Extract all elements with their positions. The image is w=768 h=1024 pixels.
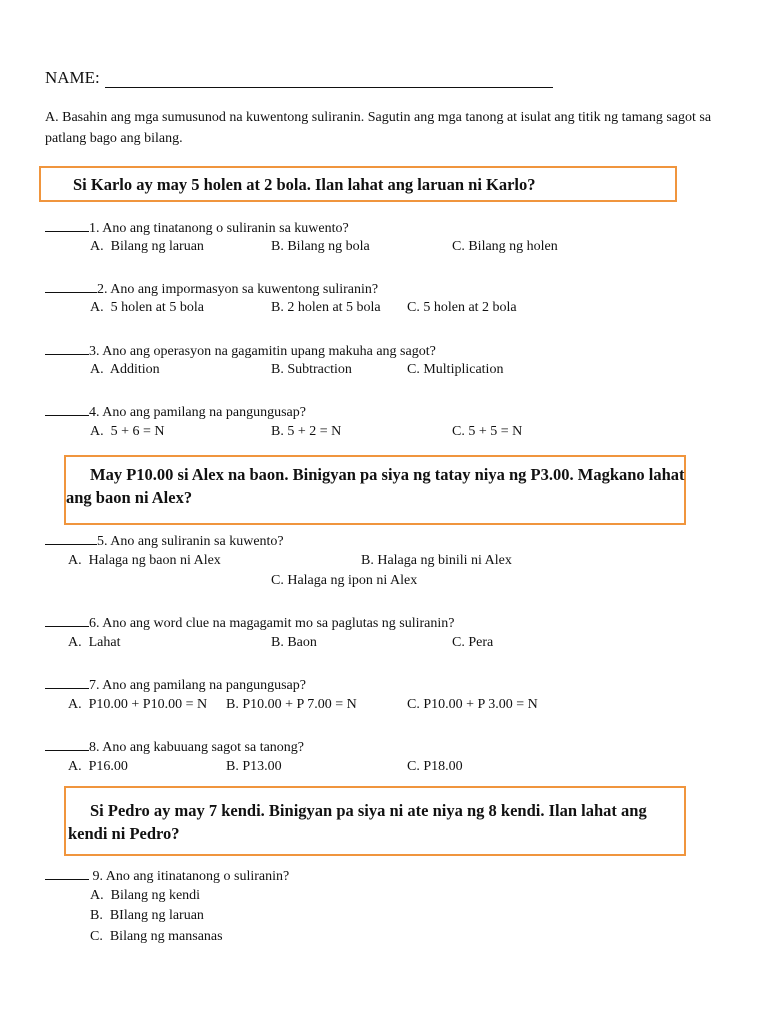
option-1a: A. Bilang ng laruan	[90, 239, 204, 254]
answer-blank-6[interactable]	[45, 614, 89, 627]
question-5	[45, 532, 284, 550]
question-text: 7. Ano ang pamilang na pangungusap?	[89, 678, 306, 693]
question-text: 3. Ano ang operasyon na gagamitin upang makuha ang sagot?	[89, 344, 436, 359]
question-text: 4. Ano ang pamilang na pangungusap?	[89, 405, 306, 420]
answer-blank-8[interactable]	[45, 738, 89, 751]
question-4	[45, 403, 306, 421]
question-9	[45, 867, 289, 885]
answer-blank-4[interactable]	[45, 403, 89, 416]
option-2c: C. 5 holen at 2 bola	[407, 300, 517, 315]
option-9b: B. BIlang ng laruan	[90, 908, 204, 923]
story-text-2: May P10.00 si Alex na baon. Binigyan pa siya ng tatay niya ng P3.00. Magkano lahat ang baon ni Alex?	[66, 465, 685, 507]
option-5c: C. Halaga ng ipon ni Alex	[271, 573, 418, 588]
question-text: 5. Ano ang suliranin sa kuwento?	[97, 534, 284, 549]
option-2a: A. 5 holen at 5 bola	[90, 300, 204, 315]
name-label: NAME:	[45, 68, 100, 87]
story-text-1: Si Karlo ay may 5 holen at 2 bola. Ilan lahat ang laruan ni Karlo?	[73, 175, 536, 194]
option-4a: A. 5 + 6 = N	[90, 424, 165, 439]
answer-blank-9[interactable]	[45, 867, 89, 880]
answer-blank-5[interactable]	[45, 532, 97, 545]
option-8a: A. P16.00	[68, 759, 128, 774]
option-7a: A. P10.00 + P10.00 = N	[68, 697, 208, 712]
option-5b: B. Halaga ng binili ni Alex	[361, 553, 512, 568]
question-7	[45, 676, 306, 694]
question-text: 9. Ano ang itinatanong o suliranin?	[89, 869, 290, 884]
question-1	[45, 219, 349, 237]
question-text: 6. Ano ang word clue na magagamit mo sa paglutas ng suliranin?	[89, 616, 455, 631]
option-1c: C. Bilang ng holen	[452, 239, 558, 254]
option-7b: B. P10.00 + P 7.00 = N	[226, 697, 357, 712]
option-6a: A. Lahat	[68, 635, 121, 650]
option-9c: C. Bilang ng mansanas	[90, 929, 223, 944]
option-4c: C. 5 + 5 = N	[452, 424, 523, 439]
option-6c: C. Pera	[452, 635, 494, 650]
question-text: 2. Ano ang impormasyon sa kuwentong suliranin?	[97, 282, 379, 297]
question-text: 1. Ano ang tinatanong o suliranin sa kuwento?	[89, 221, 349, 236]
question-3	[45, 342, 436, 360]
question-6	[45, 614, 454, 632]
answer-blank-3[interactable]	[45, 342, 89, 355]
option-3c: C. Multiplication	[407, 362, 504, 377]
story-text-3: Si Pedro ay may 7 kendi. Binigyan pa siya ni ate niya ng 8 kendi. Ilan lahat ang kendi ni Pedro?	[68, 801, 647, 843]
option-6b: B. Baon	[271, 635, 317, 650]
option-3a: A. Addition	[90, 362, 160, 377]
answer-blank-2[interactable]	[45, 280, 97, 293]
option-4b: B. 5 + 2 = N	[271, 424, 342, 439]
option-9a: A. Bilang ng kendi	[90, 888, 201, 903]
answer-blank-1[interactable]	[45, 219, 89, 232]
instructions: A. Basahin ang mga sumusunod na kuwentong suliranin. Sagutin ang mga tanong at isulat ang titik ng tamang sagot sa patlang bago ang bilang.	[45, 110, 712, 146]
option-8c: C. P18.00	[407, 759, 463, 774]
answer-blank-7[interactable]	[45, 676, 89, 689]
option-8b: B. P13.00	[226, 759, 282, 774]
option-5a: A. Halaga ng baon ni Alex	[68, 553, 221, 568]
option-2b: B. 2 holen at 5 bola	[271, 300, 381, 315]
name-blank-line[interactable]	[105, 87, 553, 88]
option-1b: B. Bilang ng bola	[271, 239, 370, 254]
question-text: 8. Ano ang kabuuang sagot sa tanong?	[89, 740, 305, 755]
question-2	[45, 280, 378, 298]
question-8	[45, 738, 304, 756]
option-7c: C. P10.00 + P 3.00 = N	[407, 697, 538, 712]
option-3b: B. Subtraction	[271, 362, 352, 377]
